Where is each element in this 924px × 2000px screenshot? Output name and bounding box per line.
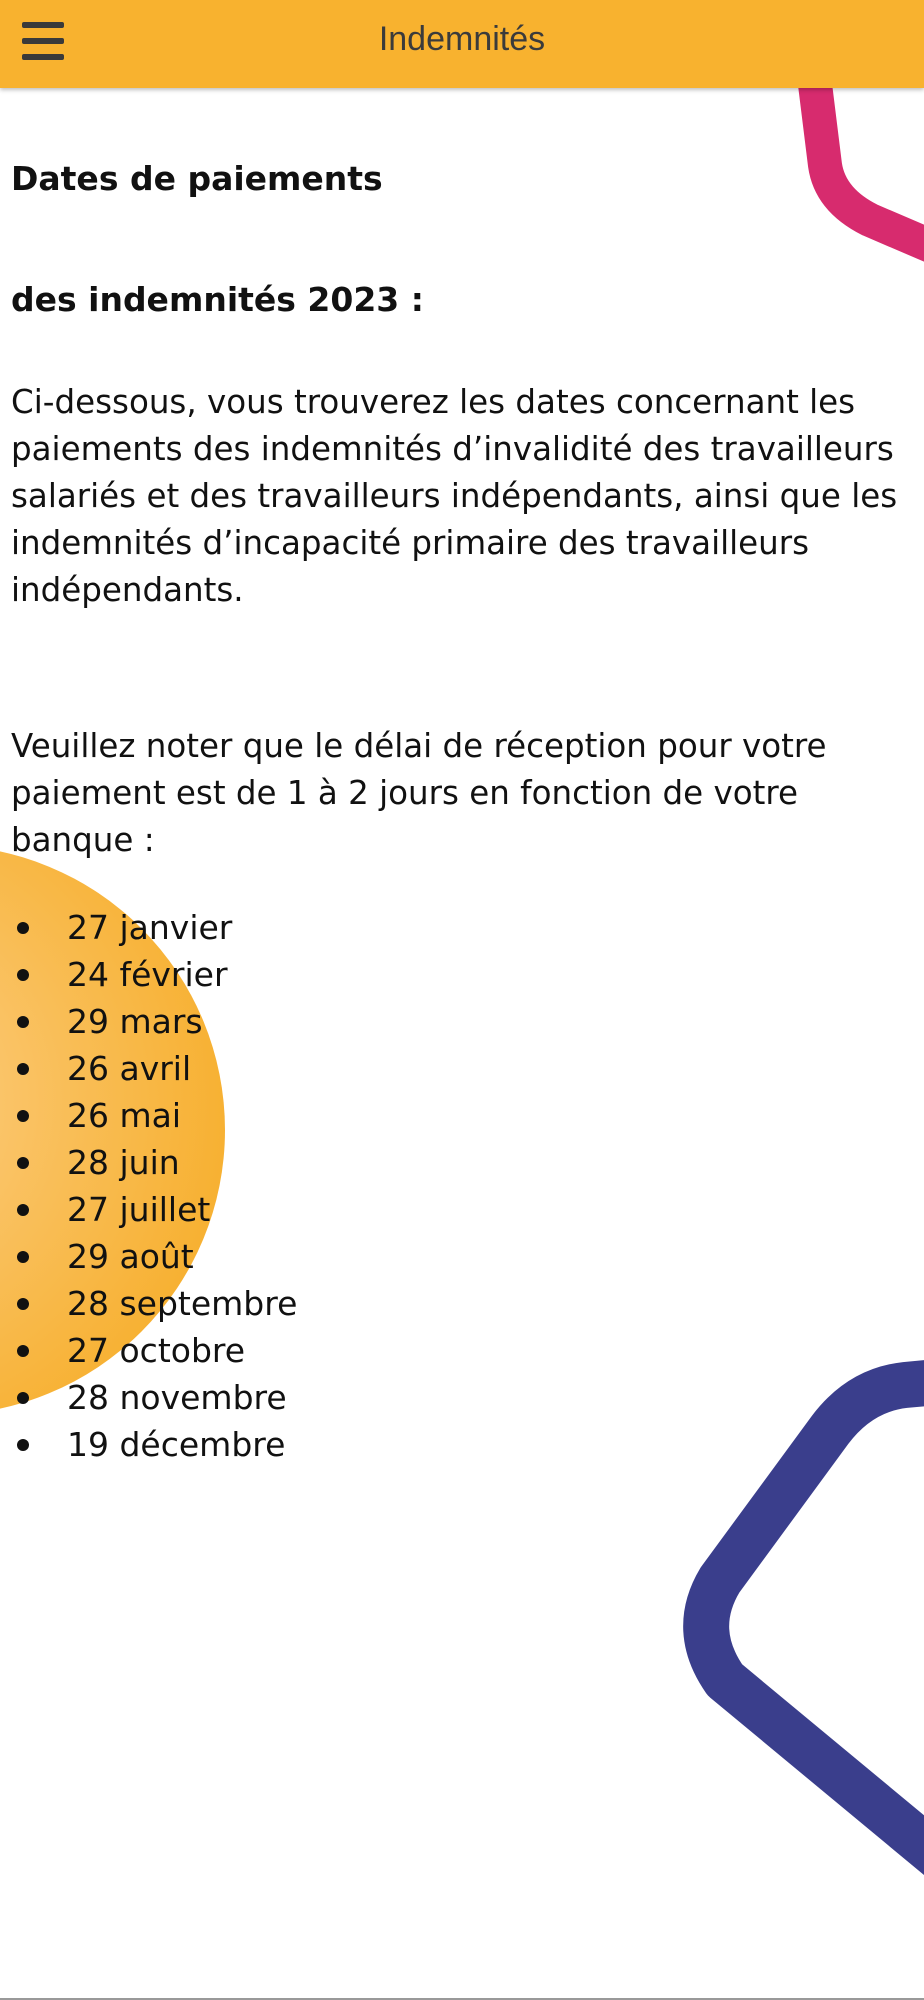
bullet-icon [17, 1110, 29, 1122]
list-item: 26 avril [11, 1045, 297, 1092]
heading-line-2: des indemnités 2023 : [11, 280, 424, 319]
page-title: Indemnités [378, 20, 546, 58]
list-item: 27 juillet [11, 1186, 297, 1233]
list-item: 28 juin [11, 1139, 297, 1186]
navy-hexagon-shape [706, 1380, 924, 1875]
bullet-icon [17, 1016, 29, 1028]
bullet-icon [17, 922, 29, 934]
list-item: 27 octobre [11, 1327, 297, 1374]
list-item: 24 février [11, 951, 297, 998]
list-item: 29 août [11, 1233, 297, 1280]
bullet-icon [17, 1345, 29, 1357]
list-item: 19 décembre [11, 1421, 297, 1468]
bullet-icon [17, 1157, 29, 1169]
list-item: 29 mars [11, 998, 297, 1045]
app-header [0, 0, 924, 88]
bullet-icon [17, 1298, 29, 1310]
pink-hexagon-shape [812, 60, 924, 250]
list-item: 27 janvier [11, 904, 297, 951]
bullet-icon [17, 1251, 29, 1263]
list-item: 28 septembre [11, 1280, 297, 1327]
intro-paragraph: Ci-dessous, vous trouverez les dates concernant les paiements des indemnités d’invalidité des travailleurs salariés et des travailleurs indépendants, ainsi que les indemnités d’incapacité primaire des travailleurs indépendants. [11, 383, 898, 609]
payment-dates-list [11, 904, 297, 1468]
bullet-icon [17, 1392, 29, 1404]
bullet-icon [17, 1439, 29, 1451]
note-paragraph: Veuillez noter que le délai de réception pour votre paiement est de 1 à 2 jours en fonction de votre banque : [11, 727, 827, 859]
list-item: 26 mai [11, 1092, 297, 1139]
bullet-icon [17, 969, 29, 981]
list-item: 28 novembre [11, 1374, 297, 1421]
bullet-icon [17, 1204, 29, 1216]
bullet-icon [17, 1063, 29, 1075]
heading-line-1: Dates de paiements [11, 159, 383, 198]
